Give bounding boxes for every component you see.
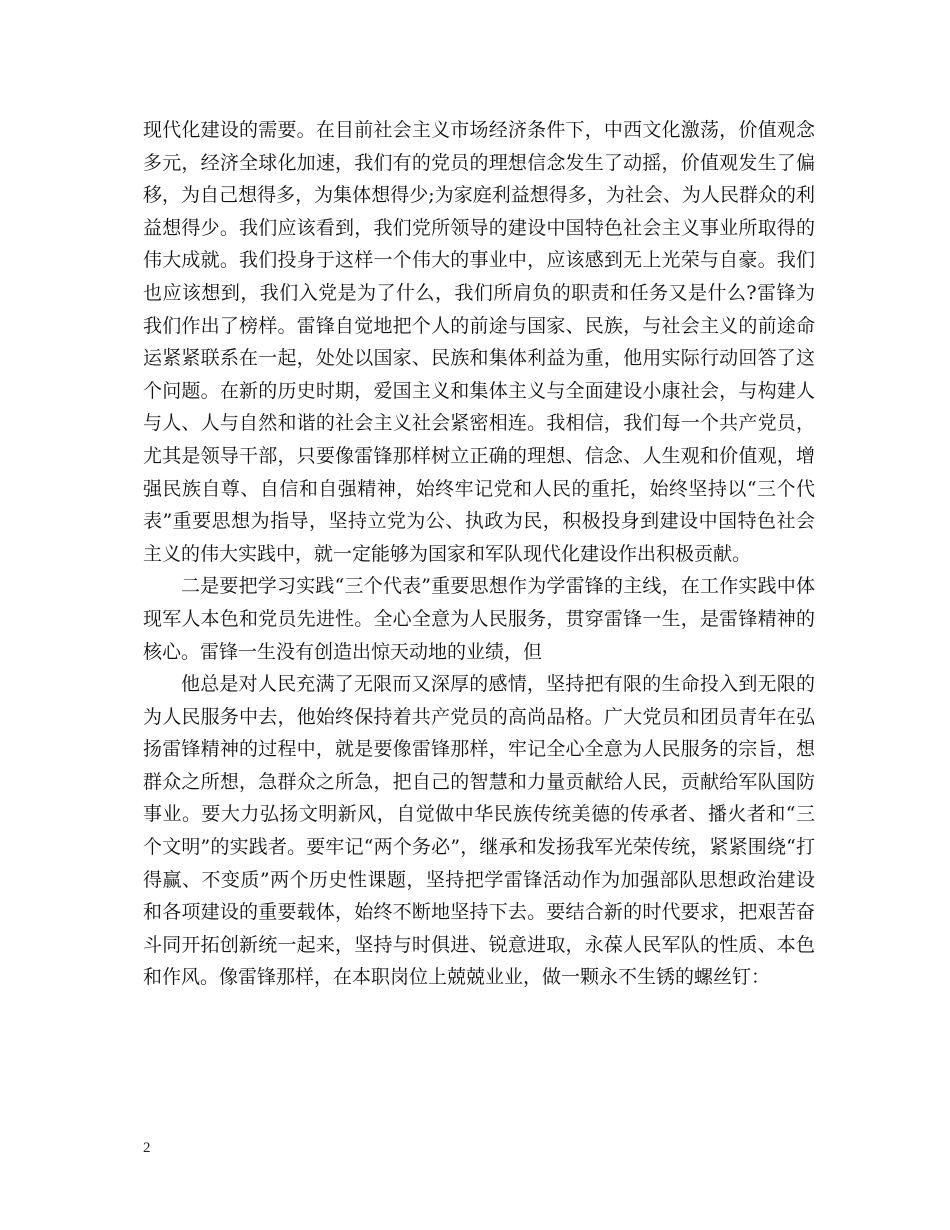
body-text bbox=[143, 114, 815, 994]
paragraph-1: 现代化建设的需要。在目前社会主义市场经济条件下，中西文化激荡，价值观念多元，经济全球化加速，我们有的党员的理想信念发生了动摇，价值观发生了偏移，为自己想得多，为集体想得少;为家庭利益想得多，为社会、为人民群众的利益想得少。我们应该看到，我们党所领导的建设中国特色社会主义事业所取得的伟大成就。我们投身于这样一个伟大的事业中，应该感到无上光荣与自豪。我们也应该想到，我们入党是为了什么，我们所肩负的职责和任务又是什么?雷锋为我们作出了榜样。雷锋自觉地把个人的前途与国家、民族，与社会主义的前途命运紧紧联系在一起，处处以国家、民族和集体利益为重，他用实际行动回答了这个问题。在新的历史时期，爱国主义和集体主义与全面建设小康社会，与构建人与人、人与自然和谐的社会主义社会紧密相连。我相信，我们每一个共产党员，尤其是领导干部，只要像雷锋那样树立正确的理想、信念、人生观和价值观，增强民族自尊、自信和自强精神，始终牢记党和人民的重托，始终坚持以“三个代表”重要思想为指导，坚持立党为公、执政为民，积极投身到建设中国特色社会主义的伟大实践中，就一定能够为国家和军队现代化建设作出积极贡献。 bbox=[143, 119, 815, 565]
page-number: 2 bbox=[143, 1140, 151, 1156]
paragraph-2: 二是要把学习实践“三个代表”重要思想作为学雷锋的主线，在工作实践中体现军人本色和党员先进性。全心全意为人民服务，贯穿雷锋一生，是雷锋精神的核心。雷锋一生没有创造出惊天动地的业绩，但 bbox=[143, 575, 815, 663]
paragraph-3: 他总是对人民充满了无限而又深厚的感情，坚持把有限的生命投入到无限的为人民服务中去，他始终保持着共产党员的高尚品格。广大党员和团员青年在弘扬雷锋精神的过程中，就是要像雷锋那样，牢记全心全意为人民服务的宗旨，想群众之所想，急群众之所急，把自己的智慧和力量贡献给人民，贡献给军队国防事业。要大力弘扬文明新风，自觉做中华民族传统美德的传承者、播火者和“三个文明”的实践者。要牢记“两个务必”，继承和发扬我军光荣传统，紧紧围绕“打得赢、不变质”两个历史性课题，坚持把学雷锋活动作为加强部队思想政治建设和各项建设的重要载体，始终不断地坚持下去。要结合新的时代要求，把艰苦奋斗同开拓创新统一起来，坚持与时俱进、锐意进取，永葆人民军队的性质、本色和作风。像雷锋那样，在本职岗位上兢兢业业，做一颗永不生锈的螺丝钉： bbox=[143, 673, 815, 989]
